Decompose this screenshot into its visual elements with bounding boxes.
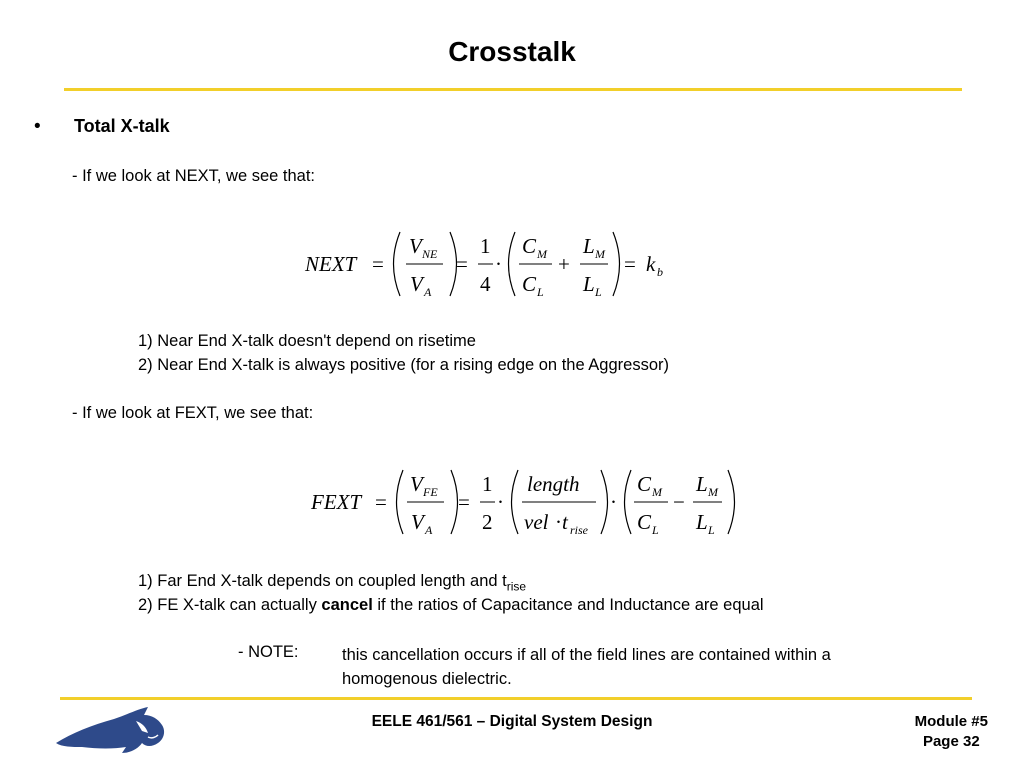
fext-point-2-post: if the ratios of Capacitance and Inductance are equal (372, 596, 764, 614)
fext-eq-dot-1: · (497, 490, 504, 514)
fext-eq-cl-sub: L (652, 523, 659, 537)
fext-eq-va: V (411, 510, 424, 534)
fext-eq-cm: C (637, 472, 652, 496)
next-eq-lm: L (583, 234, 595, 258)
fext-eq-one: 1 (482, 472, 493, 496)
footer-module: Module #5 (914, 713, 988, 730)
fext-intro: - If we look at FEXT, we see that: (72, 404, 314, 422)
fext-eq-minus: − (673, 490, 685, 514)
next-point-1: 1) Near End X-talk doesn't depend on risetime (138, 332, 476, 350)
top-divider (64, 88, 962, 91)
next-eq-equals: = (372, 252, 384, 276)
next-eq-k: k (646, 252, 656, 276)
footer-course: EELE 461/561 – Digital System Design (371, 713, 653, 730)
fext-eq-cl: C (637, 510, 652, 534)
fext-point-1-sub: rise (506, 579, 527, 594)
next-eq-ll: L (583, 272, 595, 296)
next-eq-cm-sub: M (537, 247, 547, 261)
bullet-icon: • (34, 116, 41, 137)
fext-eq-equals-2: = (458, 490, 470, 514)
next-eq-cm: C (522, 234, 537, 258)
footer-page-number: Page 32 (922, 733, 980, 750)
next-point-2: 2) Near End X-talk is always positive (for a rising edge on the Aggressor) (138, 356, 669, 374)
next-eq-plus: + (558, 252, 570, 276)
next-eq-v: V (409, 234, 422, 258)
next-eq-four: 4 (480, 272, 491, 296)
note-line-2: homogenous dielectric. (342, 670, 512, 688)
next-eq-cl: C (522, 272, 537, 296)
fext-eq-dot-2: · (610, 490, 617, 514)
next-eq-dot: · (495, 252, 502, 276)
fext-point-2-pre: 2) FE X-talk can actually (138, 596, 322, 614)
fext-eq-dot-inner: · (555, 510, 562, 534)
fext-eq-va-sub: A (425, 523, 433, 537)
next-eq-k-sub: b (657, 265, 663, 279)
fext-eq-ll: L (696, 510, 708, 534)
next-eq-cl-sub: L (537, 285, 544, 299)
fext-eq-cm-sub: M (652, 485, 662, 499)
fext-eq-v: V (410, 472, 423, 496)
next-eq-equals-2: = (456, 252, 468, 276)
fext-eq-rise-sub: rise (570, 523, 588, 537)
fext-point-2-bold: cancel (321, 596, 373, 614)
next-eq-ne-sub: NE (422, 247, 438, 261)
fext-eq-vel: vel (524, 510, 549, 534)
fext-eq-length: length (527, 472, 580, 496)
section-heading: Total X-talk (74, 116, 170, 136)
next-eq-one: 1 (480, 234, 491, 258)
fext-eq-lhs: FEXT (311, 490, 362, 514)
note-line-1: this cancellation occurs if all of the field lines are contained within a (342, 646, 831, 664)
next-eq-va: V (410, 272, 423, 296)
footer-page-info (915, 712, 988, 752)
fext-eq-lm-sub: M (708, 485, 718, 499)
fext-eq-ll-sub: L (708, 523, 715, 537)
bottom-divider (60, 697, 972, 700)
fext-point-1 (138, 572, 526, 593)
fext-eq-lm: L (696, 472, 708, 496)
fext-point-1-text: 1) Far End X-talk depends on coupled length and t (138, 572, 507, 590)
note-text (342, 643, 952, 691)
next-eq-lhs: NEXT (305, 252, 357, 276)
next-eq-equals-3: = (624, 252, 636, 276)
note-label: - NOTE: (238, 643, 299, 661)
fext-equation (306, 463, 746, 541)
fext-eq-two: 2 (482, 510, 493, 534)
next-intro: - If we look at NEXT, we see that: (72, 167, 316, 185)
fext-point-2 (138, 596, 764, 615)
next-equation (300, 225, 680, 303)
next-eq-ll-sub: L (595, 285, 602, 299)
bobcat-logo-icon (52, 703, 172, 759)
next-eq-lm-sub: M (595, 247, 605, 261)
fext-eq-t: t (562, 510, 568, 534)
fext-eq-equals: = (375, 490, 387, 514)
next-eq-va-sub: A (424, 285, 432, 299)
fext-eq-fe-sub: FE (423, 485, 438, 499)
slide-title: Crosstalk (448, 36, 576, 67)
